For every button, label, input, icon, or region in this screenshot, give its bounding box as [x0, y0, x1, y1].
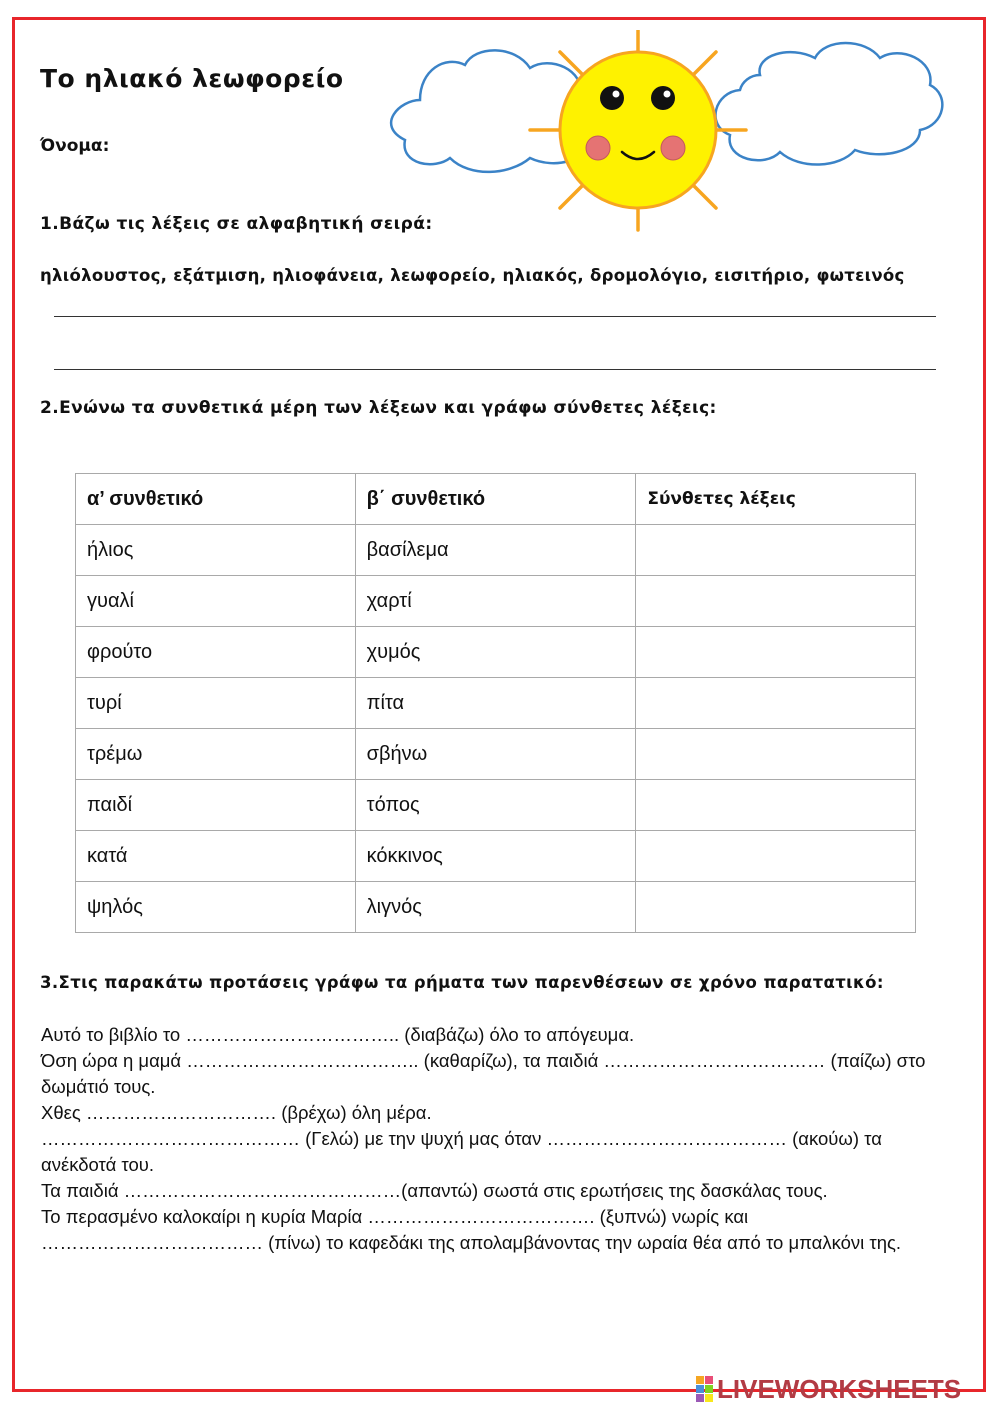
sun-right-eye: [651, 86, 675, 110]
liveworksheets-logo-icon: [696, 1376, 713, 1402]
sun-clouds-illustration: [380, 30, 980, 240]
compound-answer-cell[interactable]: [636, 525, 916, 576]
compound-answer-cell[interactable]: [636, 627, 916, 678]
name-label: Όνομα:: [40, 136, 110, 156]
compound-answer-cell[interactable]: [636, 576, 916, 627]
exercise-3-sentences: [41, 1022, 951, 1256]
table-row: [76, 780, 916, 831]
second-component-cell: χαρτί: [355, 576, 636, 627]
table-row: [76, 525, 916, 576]
first-component-cell: τρέμω: [76, 729, 356, 780]
compound-answer-cell[interactable]: [636, 882, 916, 933]
sentence: …………………………………… (Γελώ) με την ψυχή μας όταν ………………………………… (ακούω) τα ανέκδοτά του.: [41, 1128, 882, 1175]
first-component-cell: παιδί: [76, 780, 356, 831]
first-component-cell: ήλιος: [76, 525, 356, 576]
first-component-cell: τυρί: [76, 678, 356, 729]
answer-line-2[interactable]: [54, 369, 936, 370]
compound-answer-cell[interactable]: [636, 831, 916, 882]
sun-left-cheek: [586, 136, 610, 160]
compound-answer-cell[interactable]: [636, 780, 916, 831]
second-component-cell: τόπος: [355, 780, 636, 831]
exercise-1-words: ηλιόλουστος, εξάτμιση, ηλιοφάνεια, λεωφορείο, ηλιακός, δρομολόγιο, εισιτήριο, φωτεινός: [40, 266, 905, 285]
watermark-text: LIVEWORKSHEETS: [717, 1373, 962, 1404]
exercise-3-prompt: 3.Στις παρακάτω προτάσεις γράφω τα ρήματα των παρενθέσεων σε χρόνο παρατατικό:: [40, 973, 884, 992]
column-header: α’ συνθετικό: [76, 474, 356, 525]
second-component-cell: χυμός: [355, 627, 636, 678]
sentence: Αυτό το βιβλίο το …………………………….. (διαβάζω) όλο το απόγευμα.: [41, 1024, 635, 1045]
answer-line-1[interactable]: [54, 316, 936, 317]
second-component-cell: βασίλεμα: [355, 525, 636, 576]
column-header: Σύνθετες λέξεις: [636, 474, 916, 525]
table-row: [76, 882, 916, 933]
exercise-1-prompt: 1.Βάζω τις λέξεις σε αλφαβητική σειρά:: [40, 214, 433, 234]
second-component-cell: κόκκινος: [355, 831, 636, 882]
compound-answer-cell[interactable]: [636, 678, 916, 729]
compound-answer-cell[interactable]: [636, 729, 916, 780]
sun-left-eye: [600, 86, 624, 110]
table-row: [76, 678, 916, 729]
right-cloud-icon: [716, 43, 943, 165]
liveworksheets-watermark: [696, 1374, 961, 1404]
table-row: [76, 831, 916, 882]
sun-icon: [560, 52, 716, 208]
sentence: Χθες …………………………. (βρέχω) όλη μέρα.: [41, 1102, 432, 1123]
sun-right-cheek: [661, 136, 685, 160]
table-row: [76, 576, 916, 627]
second-component-cell: λιγνός: [355, 882, 636, 933]
first-component-cell: κατά: [76, 831, 356, 882]
table-row: [76, 729, 916, 780]
sentence: Όση ώρα η μαμά ……………………………….. (καθαρίζω), τα παιδιά ……………………………… (παίζω) στο δωμάτιό τους.: [41, 1050, 926, 1097]
sentence: Το περασμένο καλοκαίρι η κυρία Μαρία ………………………………. (ξυπνώ) νωρίς και ……………………………… (πίνω) το καφεδάκι της απολαμβάνοντας την ωραία θέα από το μπαλκόνι της.: [41, 1206, 902, 1253]
compound-words-table: [75, 473, 916, 933]
table-row: [76, 627, 916, 678]
second-component-cell: σβήνω: [355, 729, 636, 780]
first-component-cell: ψηλός: [76, 882, 356, 933]
second-component-cell: πίτα: [355, 678, 636, 729]
worksheet-title: Το ηλιακό λεωφορείο: [40, 64, 344, 93]
table-header-row: [76, 474, 916, 525]
exercise-2-prompt: 2.Ενώνω τα συνθετικά μέρη των λέξεων και γράφω σύνθετες λέξεις:: [40, 398, 717, 418]
first-component-cell: γυαλί: [76, 576, 356, 627]
sentence: Τα παιδιά ………………………………………(απαντώ) σωστά στις ερωτήσεις της δασκάλας τους.: [41, 1180, 828, 1201]
first-component-cell: φρούτο: [76, 627, 356, 678]
column-header: β΄ συνθετικό: [355, 474, 636, 525]
